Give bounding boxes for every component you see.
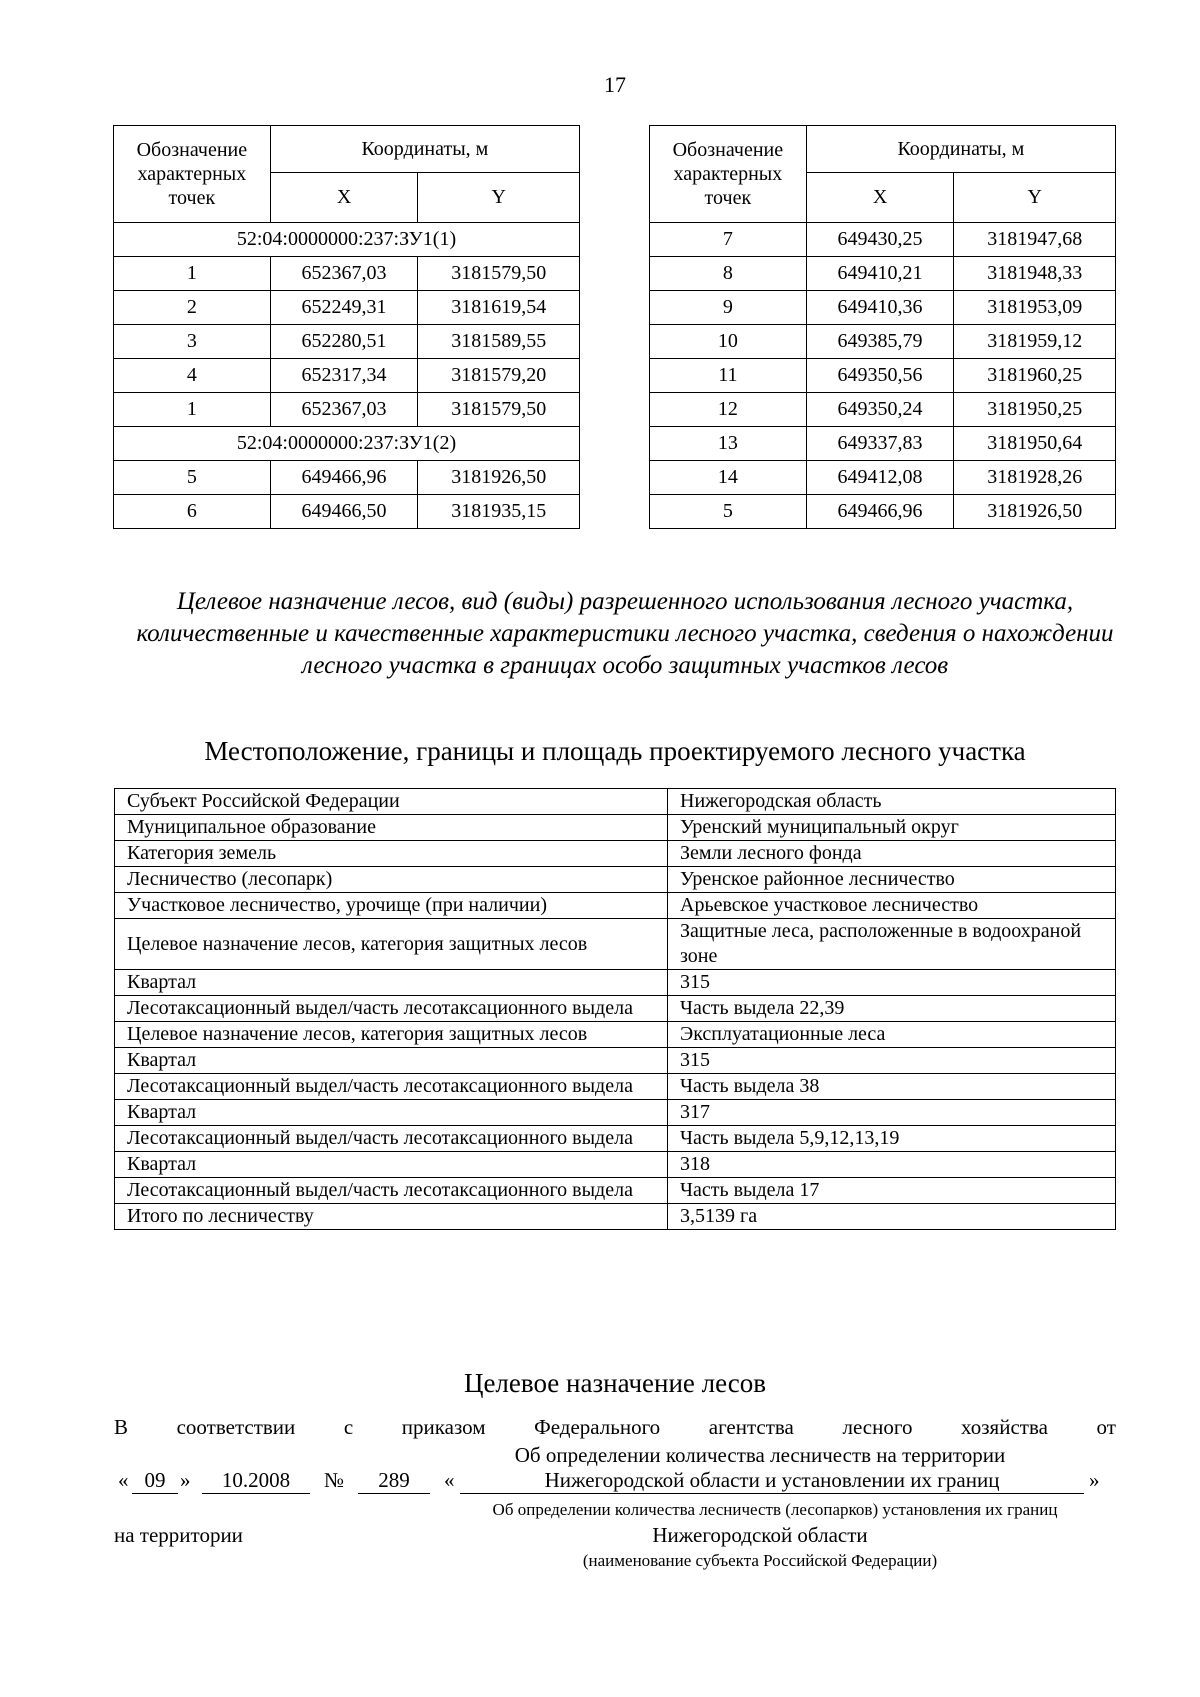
points-header: Обозначение характерных точек (650, 126, 807, 223)
attribute-name: Категория земель (115, 841, 668, 867)
attribute-row (115, 1126, 1116, 1152)
attribute-name: Лесотаксационный выдел/часть лесотаксационного выдела (115, 1074, 668, 1100)
coordinate-row (650, 223, 1116, 257)
attribute-name: Целевое назначение лесов, категория защитных лесов (115, 1022, 668, 1048)
attribute-name: Лесотаксационный выдел/часть лесотаксационного выдела (115, 1178, 668, 1204)
coordinate-row (114, 393, 580, 427)
order-text-line (114, 1415, 1116, 1440)
number-sign: № (324, 1468, 345, 1492)
title-quote-open: « (444, 1468, 455, 1492)
x-cell: 652317,34 (270, 359, 418, 393)
coordinates-table-left (113, 125, 580, 529)
x-header: X (806, 173, 954, 223)
attribute-value: 315 (668, 1048, 1116, 1074)
attribute-value: 317 (668, 1100, 1116, 1126)
attribute-value: Часть выдела 5,9,12,13,19 (668, 1126, 1116, 1152)
coordinate-row (650, 461, 1116, 495)
coords-header: Координаты, м (270, 126, 579, 173)
x-cell: 649466,96 (806, 495, 954, 529)
x-cell: 649350,24 (806, 393, 954, 427)
title-quote-close: » (1089, 1468, 1100, 1492)
x-cell: 652367,03 (270, 393, 418, 427)
attribute-row (115, 1022, 1116, 1048)
coordinate-row (650, 291, 1116, 325)
attribute-row (115, 841, 1116, 867)
order-date: 10.2008 (202, 1468, 310, 1494)
y-cell: 3181579,20 (418, 359, 580, 393)
attribute-row (115, 1048, 1116, 1074)
x-cell: 649350,56 (806, 359, 954, 393)
attribute-name: Субъект Российской Федерации (115, 789, 668, 815)
coords-header: Координаты, м (806, 126, 1115, 173)
coordinate-row (650, 393, 1116, 427)
points-header: Обозначение характерных точек (114, 126, 271, 223)
attribute-value: Часть выдела 22,39 (668, 996, 1116, 1022)
point-cell: 7 (650, 223, 807, 257)
x-cell: 649412,08 (806, 461, 954, 495)
coordinate-row (114, 325, 580, 359)
attribute-value: Часть выдела 38 (668, 1074, 1116, 1100)
point-cell: 2 (114, 291, 271, 325)
y-cell: 3181579,50 (418, 257, 580, 291)
order-word: приказом (401, 1415, 486, 1439)
order-word: с (343, 1415, 354, 1439)
attribute-name: Целевое назначение лесов, категория защитных лесов (115, 919, 668, 970)
order-word: соответствии (176, 1415, 296, 1439)
attribute-row (115, 1178, 1116, 1204)
attribute-row (115, 1204, 1116, 1230)
territory-label: на территории (114, 1523, 243, 1547)
attribute-value: Нижегородская область (668, 789, 1116, 815)
attribute-row (115, 1074, 1116, 1100)
point-cell: 9 (650, 291, 807, 325)
coordinate-row (650, 427, 1116, 461)
order-word: Федерального (534, 1415, 661, 1439)
section-row (114, 427, 580, 461)
land-plot-number: 52:04:0000000:237:ЗУ1(2) (114, 427, 580, 461)
order-date-line (114, 1468, 1116, 1498)
order-number: 289 (358, 1468, 430, 1494)
order-word: лесного (842, 1415, 913, 1439)
point-cell: 13 (650, 427, 807, 461)
coordinate-row (650, 495, 1116, 529)
attribute-row (115, 815, 1116, 841)
coordinate-row (114, 359, 580, 393)
attribute-value: Арьевское участковое лесничество (668, 893, 1116, 919)
y-cell: 3181619,54 (418, 291, 580, 325)
x-cell: 649410,36 (806, 291, 954, 325)
attribute-name: Итого по лесничеству (115, 1204, 668, 1230)
territory-caption: (наименование субъекта Российской Федерации) (582, 1551, 938, 1570)
attribute-value: 318 (668, 1152, 1116, 1178)
order-day: 09 (132, 1468, 178, 1494)
attribute-row (115, 867, 1116, 893)
y-cell: 3181960,25 (954, 359, 1116, 393)
x-cell: 649466,50 (270, 495, 418, 529)
quote-close: » (180, 1468, 191, 1492)
y-header: Y (418, 173, 580, 223)
x-cell: 652249,31 (270, 291, 418, 325)
attribute-name: Квартал (115, 1048, 668, 1074)
x-cell: 649385,79 (806, 325, 954, 359)
y-cell: 3181959,12 (954, 325, 1116, 359)
attribute-name: Квартал (115, 1152, 668, 1178)
coordinate-row (114, 291, 580, 325)
coordinate-row (650, 359, 1116, 393)
point-cell: 14 (650, 461, 807, 495)
coordinates-table-right (649, 125, 1116, 529)
point-cell: 6 (114, 495, 271, 529)
y-cell: 3181579,50 (418, 393, 580, 427)
x-cell: 649430,25 (806, 223, 954, 257)
attribute-name: Квартал (115, 1100, 668, 1126)
order-word: агентства (708, 1415, 794, 1439)
order-title-line2: Нижегородской области и установлении их границ (460, 1468, 1084, 1494)
attribute-row (115, 996, 1116, 1022)
x-cell: 649466,96 (270, 461, 418, 495)
location-title: Местоположение, границы и площадь проектируемого лесного участка (204, 736, 1026, 766)
y-cell: 3181950,25 (954, 393, 1116, 427)
attribute-row (115, 893, 1116, 919)
y-cell: 3181926,50 (418, 461, 580, 495)
order-title-caption: Об определении количества лесничеств (лесопарков) установления их границ (492, 1500, 1058, 1519)
attribute-row (115, 789, 1116, 815)
x-cell: 649410,21 (806, 257, 954, 291)
point-cell: 1 (114, 257, 271, 291)
coordinate-row (650, 325, 1116, 359)
order-word: В (114, 1415, 129, 1439)
point-cell: 5 (650, 495, 807, 529)
order-word: хозяйства (961, 1415, 1048, 1439)
forest-plot-attributes-table (114, 788, 1116, 1230)
coordinate-row (650, 257, 1116, 291)
section-row (114, 223, 580, 257)
attribute-name: Лесничество (лесопарк) (115, 867, 668, 893)
attribute-row (115, 1152, 1116, 1178)
x-header: X (270, 173, 418, 223)
y-cell: 3181589,55 (418, 325, 580, 359)
point-cell: 10 (650, 325, 807, 359)
attribute-value: Эксплуатационные леса (668, 1022, 1116, 1048)
y-cell: 3181948,33 (954, 257, 1116, 291)
point-cell: 5 (114, 461, 271, 495)
header-row (114, 126, 580, 173)
attribute-value: Часть выдела 17 (668, 1178, 1116, 1204)
attribute-value: Земли лесного фонда (668, 841, 1116, 867)
attribute-name: Лесотаксационный выдел/часть лесотаксационного выдела (115, 1126, 668, 1152)
y-cell: 3181928,26 (954, 461, 1116, 495)
attribute-value: Защитные леса, расположенные в водоохраной зоне (668, 919, 1116, 970)
coordinate-row (114, 495, 580, 529)
attribute-value: 315 (668, 970, 1116, 996)
x-cell: 652280,51 (270, 325, 418, 359)
attribute-row (115, 970, 1116, 996)
point-cell: 1 (114, 393, 271, 427)
page-number: 17 (604, 72, 626, 97)
x-cell: 652367,03 (270, 257, 418, 291)
land-plot-number: 52:04:0000000:237:ЗУ1(1) (114, 223, 580, 257)
y-cell: 3181947,68 (954, 223, 1116, 257)
attribute-value: 3,5139 га (668, 1204, 1116, 1230)
coordinate-row (114, 461, 580, 495)
point-cell: 3 (114, 325, 271, 359)
order-word: от (1096, 1415, 1116, 1439)
y-cell: 3181935,15 (418, 495, 580, 529)
y-header: Y (954, 173, 1116, 223)
attribute-value: Уренский муниципальный округ (668, 815, 1116, 841)
attribute-value: Уренское районное лесничество (668, 867, 1116, 893)
coordinate-row (114, 257, 580, 291)
attribute-name: Квартал (115, 970, 668, 996)
section-heading-italic: Целевое назначение лесов, вид (виды) разрешенного использования лесного участка, количественные и качественные характеристики лесного участка, сведения о нахождении лесного участка в границах особо защитных участков лесов (136, 588, 1114, 679)
attribute-name: Лесотаксационный выдел/часть лесотаксационного выдела (115, 996, 668, 1022)
point-cell: 12 (650, 393, 807, 427)
purpose-title: Целевое назначение лесов (463, 1368, 767, 1398)
attribute-row (115, 1100, 1116, 1126)
y-cell: 3181926,50 (954, 495, 1116, 529)
attribute-name: Муниципальное образование (115, 815, 668, 841)
attribute-row (115, 919, 1116, 970)
point-cell: 8 (650, 257, 807, 291)
header-row (650, 126, 1116, 173)
x-cell: 649337,83 (806, 427, 954, 461)
territory-value: Нижегородской области (652, 1523, 868, 1547)
quote-open: « (118, 1468, 129, 1492)
order-title-line1: Об определении количества лесничеств на территории (514, 1443, 1006, 1467)
point-cell: 4 (114, 359, 271, 393)
y-cell: 3181953,09 (954, 291, 1116, 325)
point-cell: 11 (650, 359, 807, 393)
y-cell: 3181950,64 (954, 427, 1116, 461)
attribute-name: Участковое лесничество, урочище (при наличии) (115, 893, 668, 919)
